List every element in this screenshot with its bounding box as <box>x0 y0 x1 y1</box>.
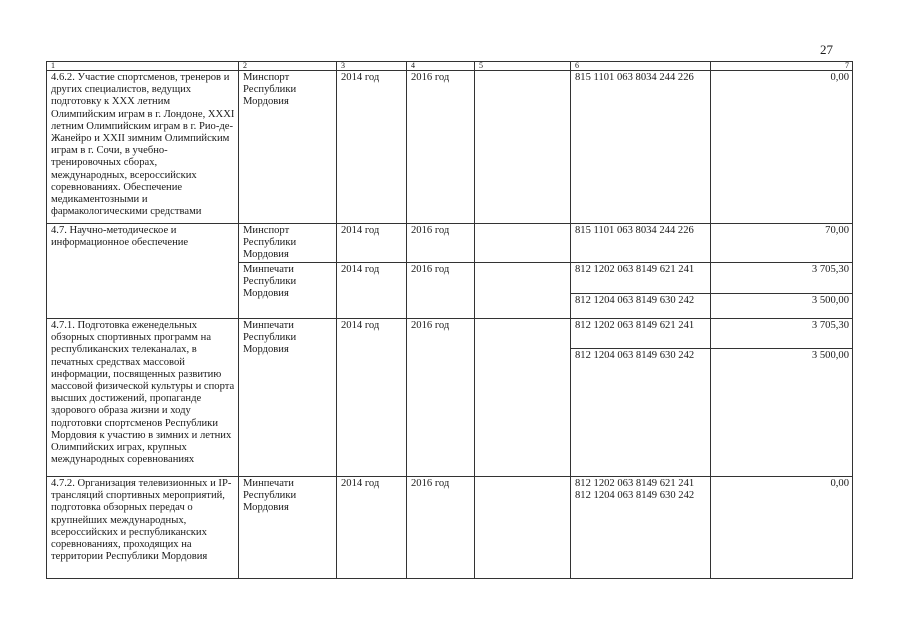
table-row <box>47 319 853 349</box>
executor-cell: Минспорт Республики Мордовия <box>239 71 337 224</box>
item-description: 4.7. Научно-методическое и информационное обеспечение <box>47 224 239 319</box>
table-row <box>47 224 853 263</box>
amount-cell: 3 705,30 <box>711 319 853 349</box>
start-year-cell: 2014 год <box>337 224 407 263</box>
column-number-2: 2 <box>239 62 337 71</box>
item-description: 4.7.1. Подготовка еженедельных обзорных спортивных программ на республиканских телеканалах, в печатных средствах массовой информации, посвященных развитию массовой физической культуры и спорта высших достижений, пропаганде здорового образа жизни и ходу подготовки спортсменов Республики Мордовия к участию в зимних и летних Олимпийских играх, крупных международных соревнованиях <box>47 319 239 477</box>
start-year-cell: 2014 год <box>337 319 407 477</box>
budget-code-cell <box>571 477 711 579</box>
start-year-cell: 2014 год <box>337 263 407 319</box>
empty-cell <box>475 224 571 263</box>
column-number-4: 4 <box>407 62 475 71</box>
budget-code-cell: 812 1204 063 8149 630 242 <box>571 294 711 319</box>
budget-table <box>46 61 853 579</box>
column-number-6: 6 <box>571 62 711 71</box>
column-number-row <box>47 62 853 71</box>
end-year-cell: 2016 год <box>407 224 475 263</box>
table-row <box>47 477 853 579</box>
end-year-cell: 2016 год <box>407 71 475 224</box>
end-year-cell: 2016 год <box>407 263 475 319</box>
budget-code-cell: 812 1202 063 8149 621 241 <box>571 319 711 349</box>
page-number: 27 <box>820 42 833 57</box>
empty-cell <box>475 319 571 477</box>
column-number-1: 1 <box>47 62 239 71</box>
executor-cell: Минпечати Республики Мордовия <box>239 477 337 579</box>
empty-cell <box>475 477 571 579</box>
executor-cell: Минпечати Республики Мордовия <box>239 263 337 319</box>
column-number-3: 3 <box>337 62 407 71</box>
empty-cell <box>475 71 571 224</box>
amount-cell: 70,00 <box>711 224 853 263</box>
executor-cell: Минспорт Республики Мордовия <box>239 224 337 263</box>
budget-code-cell: 812 1202 063 8149 621 241 <box>571 263 711 294</box>
table-row <box>47 71 853 224</box>
start-year-cell: 2014 год <box>337 477 407 579</box>
executor-cell: Минпечати Республики Мордовия <box>239 319 337 477</box>
budget-code-line: 812 1202 063 8149 621 241 <box>575 478 695 489</box>
item-description: 4.6.2. Участие спортсменов, тренеров и других специалистов, ведущих подготовку к XXX летним Олимпийским играм в г. Лондоне, XXXI летним Олимпийским играм в г. Рио-де-Жанейро и XXII зимним Олимпийским играм в г. Сочи, в учебно-тренировочных сборах, международных, всероссийских соревнованиях. Обеспечение медикаментозными и фармакологическими средствами <box>47 71 239 224</box>
amount-cell: 3 500,00 <box>711 294 853 319</box>
amount-cell: 0,00 <box>711 477 853 579</box>
budget-code-cell: 812 1204 063 8149 630 242 <box>571 349 711 477</box>
budget-code-cell: 815 1101 063 8034 244 226 <box>571 224 711 263</box>
end-year-cell: 2016 год <box>407 319 475 477</box>
amount-cell: 3 705,30 <box>711 263 853 294</box>
budget-code-cell: 815 1101 063 8034 244 226 <box>571 71 711 224</box>
amount-cell: 0,00 <box>711 71 853 224</box>
budget-code-line: 812 1204 063 8149 630 242 <box>575 490 695 502</box>
column-number-7: 7 <box>711 62 853 71</box>
end-year-cell: 2016 год <box>407 477 475 579</box>
amount-cell: 3 500,00 <box>711 349 853 477</box>
item-description: 4.7.2. Организация телевизионных и IP-трансляций спортивных мероприятий, подготовка обзорных передач о крупнейших международных, всероссийских и республиканских соревнованиях, проходящих на территории Республики Мордовия <box>47 477 239 579</box>
start-year-cell: 2014 год <box>337 71 407 224</box>
column-number-5: 5 <box>475 62 571 71</box>
empty-cell <box>475 263 571 319</box>
